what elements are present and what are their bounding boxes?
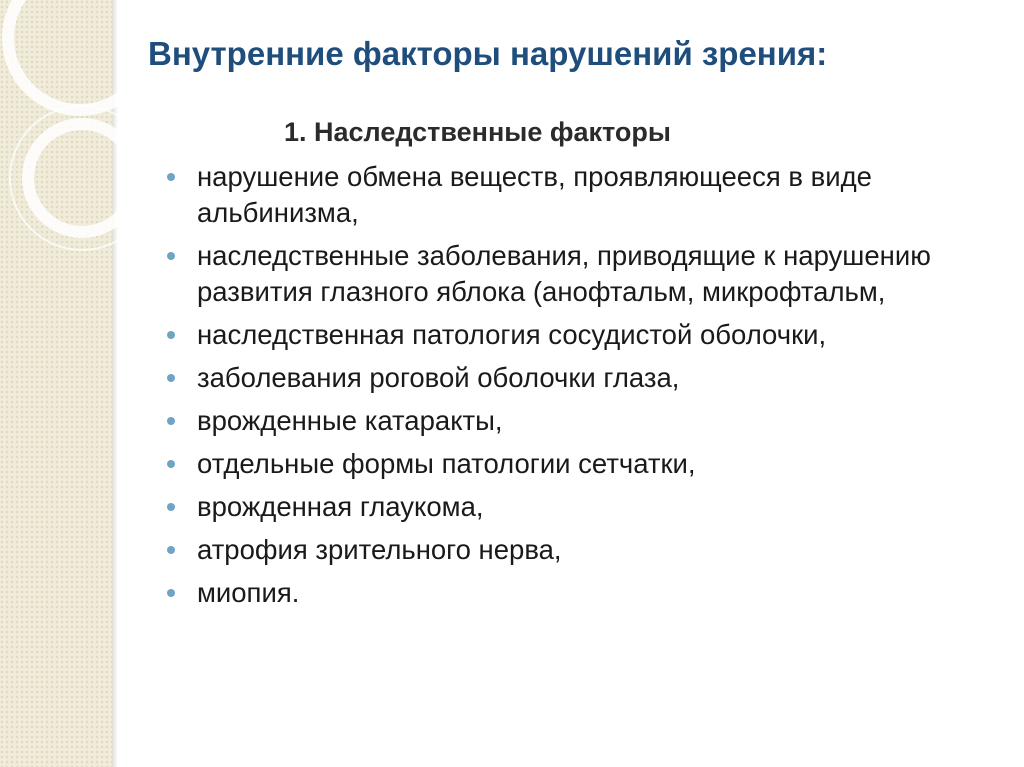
bullet-icon xyxy=(167,589,175,597)
list-item-text: отдельные формы патологии сетчатки, xyxy=(197,448,696,479)
list-item-text: врожденные катаракты, xyxy=(197,405,503,436)
slide-subtitle: 1. Наследственные факторы xyxy=(284,117,671,147)
decorative-ring-middle xyxy=(28,124,136,232)
bullet-icon xyxy=(167,546,175,554)
bullet-icon xyxy=(167,503,175,511)
list-item-text: атрофия зрительного нерва, xyxy=(197,534,562,565)
list-item-text: врожденная глаукома, xyxy=(197,491,484,522)
bullet-icon xyxy=(167,173,175,181)
bullet-icon xyxy=(167,252,175,260)
bullet-icon xyxy=(167,374,175,382)
list-item-text: наследственные заболевания, приводящие к нарушению развития глазного яблока (анофтальм, микрофтальм, xyxy=(197,240,931,307)
list-item xyxy=(164,575,994,611)
slide-title: Внутренние факторы нарушений зрения: xyxy=(148,35,828,72)
list-item-text: заболевания роговой оболочки глаза, xyxy=(197,362,680,393)
list-item xyxy=(164,317,994,353)
list-item-text: наследственная патология сосудистой оболочки, xyxy=(197,319,827,350)
list-item-text: миопия. xyxy=(197,577,300,608)
bullet-list xyxy=(164,159,994,618)
bullet-icon xyxy=(167,331,175,339)
list-item xyxy=(164,532,994,568)
list-item xyxy=(164,403,994,439)
list-item xyxy=(164,159,994,231)
list-item-text: нарушение обмена веществ, проявляющееся в виде альбинизма, xyxy=(197,161,872,228)
list-item xyxy=(164,360,994,396)
bullet-icon xyxy=(167,417,175,425)
bullet-icon xyxy=(167,460,175,468)
decorative-ring-top xyxy=(8,0,152,110)
list-item xyxy=(164,446,994,482)
list-item xyxy=(164,238,994,310)
list-item xyxy=(164,489,994,525)
